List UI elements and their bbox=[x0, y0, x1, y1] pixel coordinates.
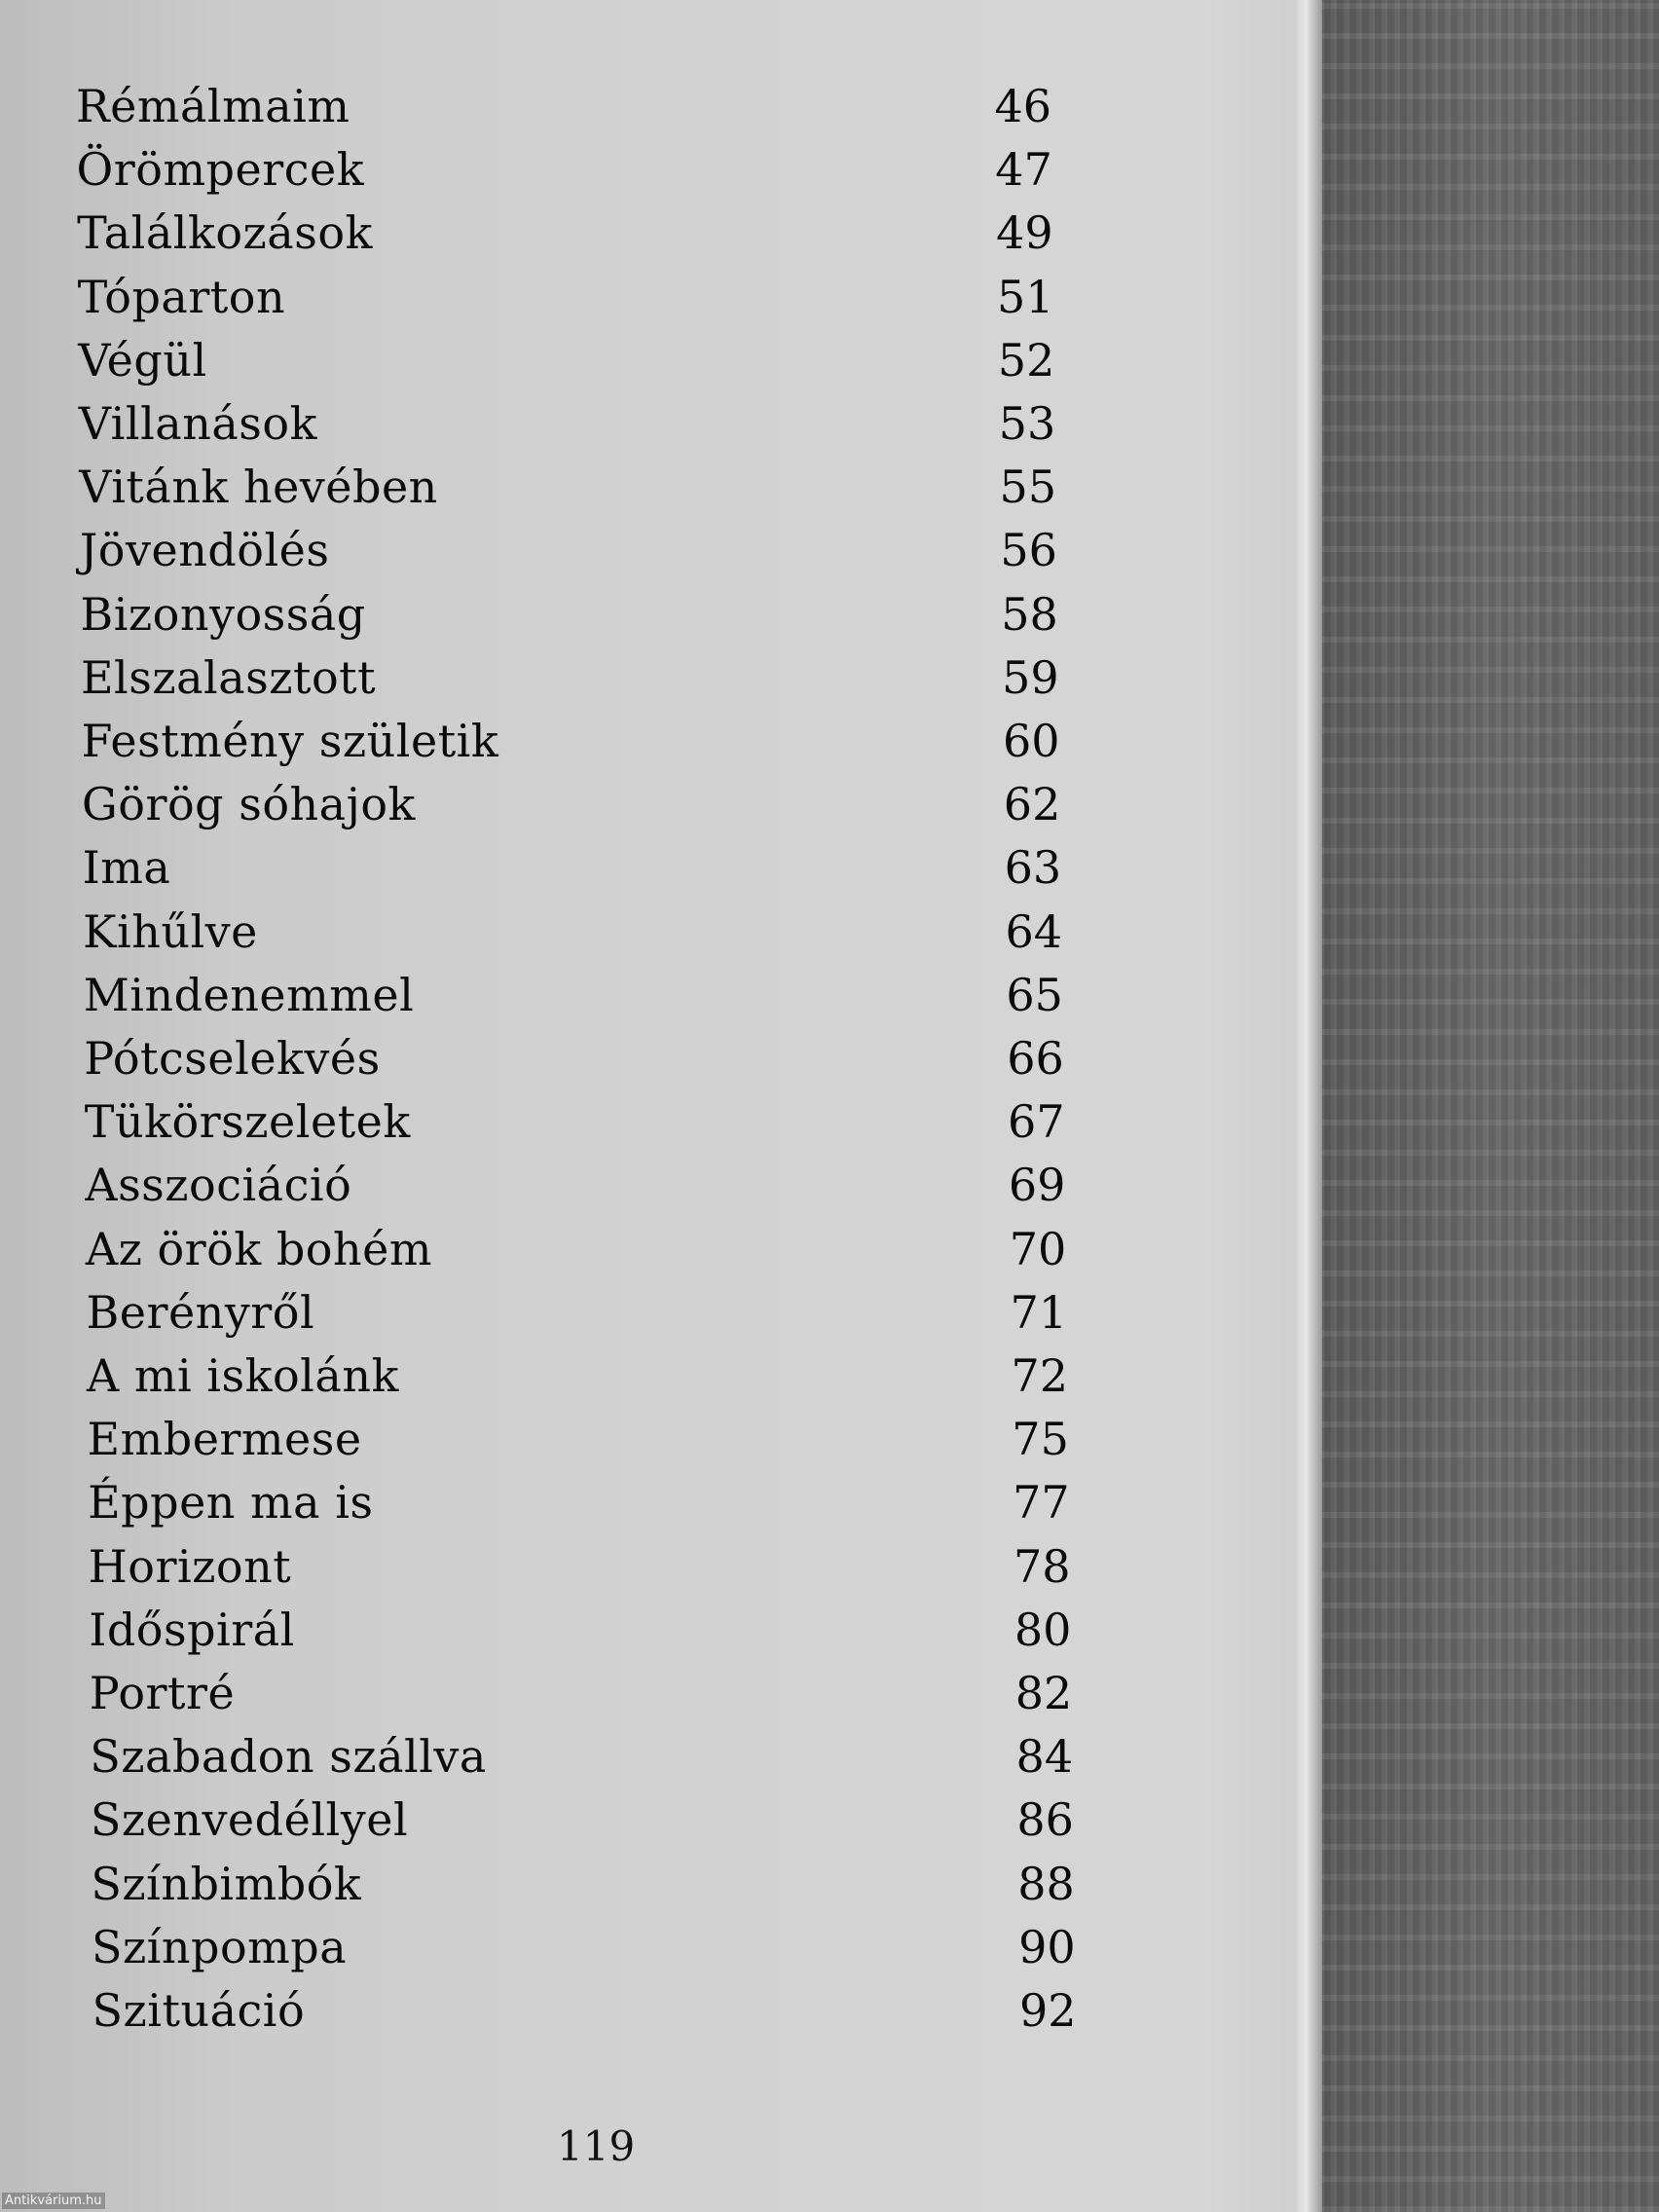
toc-entry-title: Szenvedéllyel bbox=[90, 1793, 409, 1847]
toc-entry-page-number: 86 bbox=[1016, 1793, 1074, 1847]
toc-entry bbox=[0, 1667, 1168, 1725]
toc-entry-title: Villanások bbox=[78, 397, 317, 450]
toc-entry-page-number: 67 bbox=[1008, 1095, 1065, 1149]
toc-entry-title: A mi iskolánk bbox=[87, 1349, 399, 1402]
toc-entry-page-number: 64 bbox=[1005, 904, 1063, 958]
toc-entry-page-number: 84 bbox=[1015, 1730, 1074, 1784]
toc-entry-title: Az örök bohém bbox=[85, 1222, 432, 1275]
toc-entry-title: Találkozások bbox=[77, 206, 373, 260]
wood-table-background bbox=[1322, 0, 1659, 2212]
toc-entry bbox=[0, 206, 1168, 265]
toc-entry-title: Örömpercek bbox=[76, 143, 365, 197]
toc-entry bbox=[0, 1858, 1168, 1916]
toc-entry-title: Színpompa bbox=[91, 1920, 348, 1973]
toc-entry-title: Szituáció bbox=[92, 1984, 306, 2037]
toc-entry bbox=[0, 1540, 1168, 1599]
toc-entry-title: Kihűlve bbox=[83, 904, 258, 958]
toc-entry-page-number: 66 bbox=[1007, 1032, 1064, 1085]
toc-entry-page-number: 46 bbox=[994, 80, 1051, 132]
toc-entry-title: Görög sóhajok bbox=[82, 778, 416, 831]
toc-entry-page-number: 55 bbox=[999, 461, 1057, 514]
toc-entry-page-number: 65 bbox=[1006, 968, 1063, 1021]
toc-entry-title: Végül bbox=[78, 333, 207, 387]
toc-entry-title: Jövendölés bbox=[79, 524, 330, 577]
toc-entry bbox=[0, 1604, 1168, 1662]
toc-entry-page-number: 80 bbox=[1014, 1603, 1072, 1656]
toc-entry bbox=[0, 1032, 1168, 1090]
toc-entry-title: Rémálmaim bbox=[76, 80, 350, 132]
toc-entry-title: Berényről bbox=[86, 1285, 315, 1339]
toc-entry-title: Mindenemmel bbox=[83, 968, 415, 1021]
toc-entry-page-number: 58 bbox=[1001, 587, 1058, 641]
toc-entry-page-number: 59 bbox=[1002, 650, 1059, 704]
toc-entry-title: Tóparton bbox=[77, 270, 286, 323]
toc-entry-title: Asszociáció bbox=[85, 1159, 352, 1212]
toc-entry-page-number: 92 bbox=[1018, 1984, 1077, 2037]
toc-entry-page-number: 51 bbox=[997, 270, 1054, 323]
toc-entry-page-number: 56 bbox=[1000, 524, 1057, 577]
toc-entry bbox=[0, 1286, 1168, 1345]
toc-entry-page-number: 53 bbox=[998, 397, 1056, 450]
toc-entry bbox=[0, 969, 1168, 1027]
toc-entry bbox=[0, 588, 1168, 646]
toc-entry bbox=[0, 651, 1168, 710]
toc-entry bbox=[0, 715, 1168, 773]
toc-entry-page-number: 63 bbox=[1004, 841, 1062, 895]
toc-entry bbox=[0, 397, 1168, 456]
toc-entry bbox=[0, 461, 1168, 519]
toc-entry-page-number: 82 bbox=[1014, 1667, 1073, 1719]
toc-entry-page-number: 60 bbox=[1002, 715, 1060, 767]
toc-entry-title: Festmény születik bbox=[81, 715, 499, 767]
toc-entry-title: Időspirál bbox=[89, 1603, 295, 1656]
toc-entry-page-number: 72 bbox=[1011, 1349, 1068, 1402]
toc-entry-title: Bizonyosság bbox=[80, 587, 366, 641]
toc-entry-title: Szabadon szállva bbox=[90, 1730, 487, 1784]
page-number: 119 bbox=[557, 2122, 636, 2170]
toc-entry-page-number: 71 bbox=[1010, 1285, 1068, 1339]
toc-entry-page-number: 90 bbox=[1018, 1920, 1076, 1973]
toc-entry-page-number: 78 bbox=[1014, 1539, 1071, 1593]
toc-entry-page-number: 62 bbox=[1003, 778, 1061, 831]
toc-entry-page-number: 75 bbox=[1012, 1413, 1069, 1466]
toc-entry-title: Színbimbók bbox=[91, 1857, 362, 1910]
toc-entry-page-number: 47 bbox=[995, 143, 1052, 197]
toc-entry bbox=[0, 1476, 1168, 1534]
toc-entry-title: Horizont bbox=[88, 1539, 292, 1593]
toc-entry bbox=[0, 1349, 1168, 1408]
toc-entry-page-number: 77 bbox=[1013, 1476, 1070, 1530]
toc-entry bbox=[0, 1095, 1168, 1154]
toc-entry bbox=[0, 841, 1168, 900]
toc-entry bbox=[0, 1413, 1168, 1471]
toc-entry bbox=[0, 80, 1168, 138]
toc-entry-title: Elszalasztott bbox=[80, 650, 377, 704]
toc-entry bbox=[0, 905, 1168, 964]
toc-entry-title: Vitánk hevében bbox=[79, 461, 438, 514]
toc-entry bbox=[0, 778, 1168, 836]
toc-entry bbox=[0, 524, 1168, 582]
toc-entry-title: Tükörszeletek bbox=[84, 1095, 411, 1149]
toc-entry bbox=[0, 271, 1168, 329]
toc-entry-page-number: 49 bbox=[996, 206, 1053, 260]
watermark-logo: Antikvárium.hu bbox=[2, 2193, 105, 2209]
toc-entry bbox=[0, 1921, 1168, 1979]
toc-entry bbox=[0, 334, 1168, 392]
toc-entry-page-number: 70 bbox=[1009, 1222, 1067, 1275]
toc-entry-page-number: 88 bbox=[1017, 1857, 1075, 1910]
toc-entry-title: Éppen ma is bbox=[88, 1476, 374, 1530]
toc-entry-title: Pótcselekvés bbox=[84, 1032, 381, 1085]
toc-entry-title: Portré bbox=[89, 1667, 236, 1719]
toc-entry-title: Ima bbox=[82, 841, 171, 895]
toc-entry-page-number: 69 bbox=[1008, 1159, 1066, 1212]
toc-entry bbox=[0, 143, 1168, 202]
toc-entry bbox=[0, 1223, 1168, 1281]
toc-entry bbox=[0, 1730, 1168, 1788]
toc-entry bbox=[0, 1793, 1168, 1852]
toc-entry-title: Embermese bbox=[87, 1413, 362, 1466]
toc-entry bbox=[0, 1159, 1168, 1217]
toc-entry bbox=[0, 1984, 1168, 2043]
toc-entry-page-number: 52 bbox=[997, 333, 1055, 387]
